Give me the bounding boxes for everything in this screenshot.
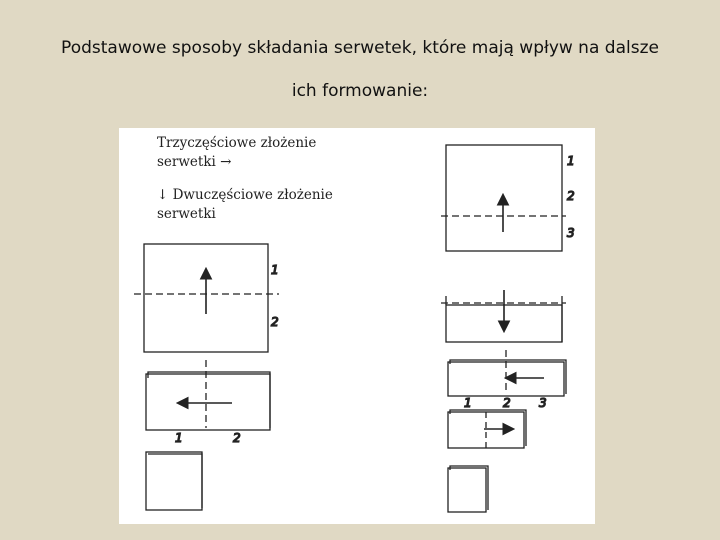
diagram-panel [119, 128, 595, 524]
right-square-unfolded [441, 145, 566, 251]
label-1-right-mid: 1 [464, 396, 472, 410]
title-line-2: ich formowanie: [291, 81, 429, 101]
left-square-unfolded [134, 244, 279, 352]
right-folded-thrice [448, 410, 526, 450]
label-2-left-top: 2 [271, 315, 279, 329]
left-final-square [146, 452, 202, 510]
title-line-1: Podstawowe sposoby składania serwetek, które mają wpływ na dalsze [61, 38, 659, 58]
label-3-right-mid: 3 [539, 396, 547, 410]
label-3-right-top: 3 [567, 226, 575, 240]
caption-two-part-fold: ↓ Dwuczęściowe złożenie serwetki [157, 187, 333, 222]
left-folded-rect [146, 360, 270, 430]
label-2-left-mid: 2 [233, 431, 241, 445]
folding-diagram [119, 128, 595, 524]
label-2-right-top: 2 [567, 189, 575, 203]
label-1-left-top: 1 [271, 263, 279, 277]
right-folded-once [441, 290, 566, 342]
right-folded-twice [448, 350, 566, 396]
caption-three-part-fold: Trzyczęściowe złożenie serwetki → [157, 135, 317, 170]
label-1-left-mid: 1 [175, 431, 183, 445]
label-2-right-mid: 2 [503, 396, 511, 410]
label-1-right-top: 1 [567, 154, 575, 168]
right-final-square [448, 466, 488, 512]
